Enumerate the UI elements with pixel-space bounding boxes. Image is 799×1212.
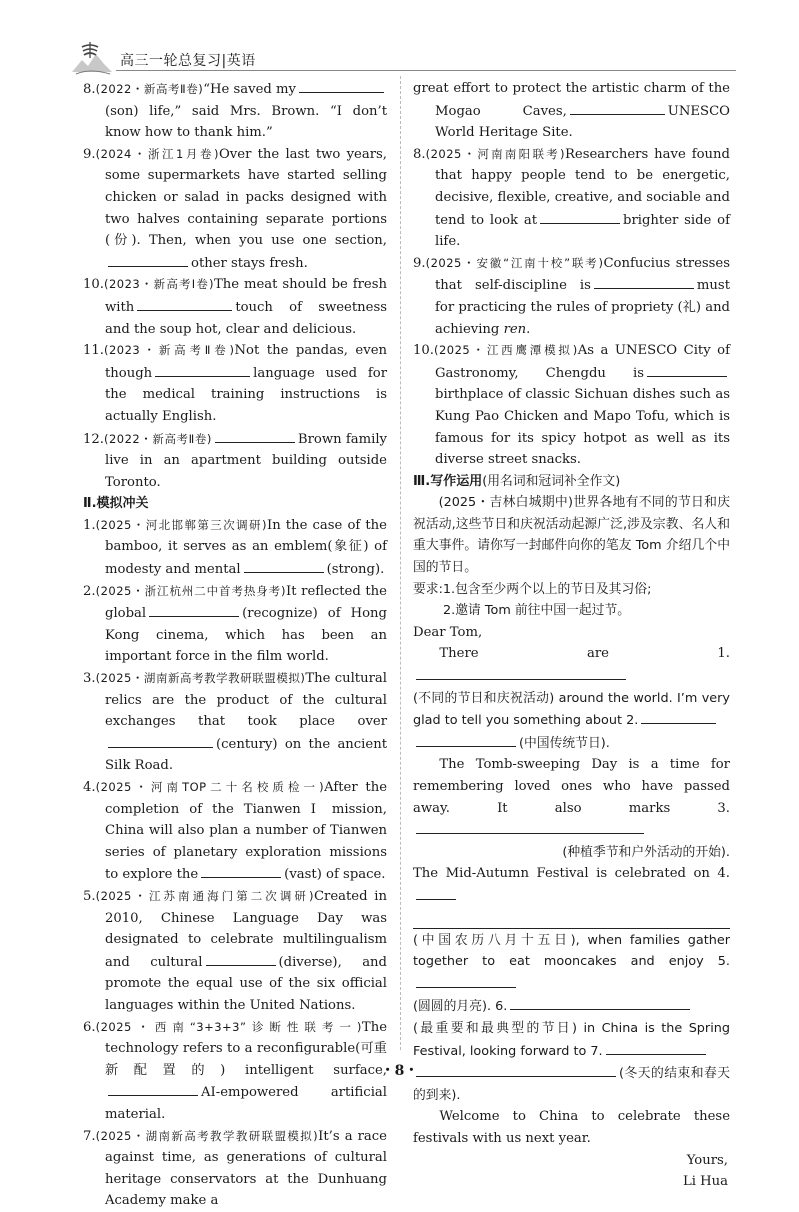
answer-blank[interactable] (570, 100, 665, 115)
column-divider (400, 76, 401, 1050)
mountain-pine-logo (70, 38, 114, 78)
question-item: 4.(2025・河南TOP二十名校质检一)After the completion of the Tianwen Ⅰ mission, China will also plan a number of Tianwen series of planetary exploration missions to explore the (vast) of space. (83, 780, 388, 883)
section-title: Ⅱ.模拟冲关 (83, 496, 149, 512)
header-rule (116, 70, 736, 71)
question-item: 8.(2025・河南南阳联考)Researchers have found that happy people tend to be energetic, decisive, flexible, creative, and sociable and tend to look at brighter side of life. (413, 146, 730, 250)
answer-blank[interactable] (108, 252, 188, 267)
letter-paragraph: There are 1. (413, 643, 730, 687)
answer-blank[interactable] (206, 951, 276, 966)
header-title: 高三一轮总复习|英语 (120, 53, 256, 69)
question-item: 11.(2023・新高考Ⅱ卷)Not the pandas, even though language used for the medical training instructions is actually English. (83, 343, 387, 424)
answer-blank[interactable] (606, 1040, 706, 1055)
page-header (70, 44, 730, 72)
answer-blank[interactable] (416, 973, 516, 988)
answer-blank[interactable] (594, 274, 694, 289)
answer-blank[interactable] (108, 733, 213, 748)
answer-blank[interactable] (416, 819, 644, 834)
left-column (83, 78, 387, 1212)
answer-blank[interactable] (244, 558, 324, 573)
question-item: 12.(2022・新高考Ⅱ卷) Brown family live in an apartment building outside Toronto. (83, 428, 387, 494)
letter-paragraph: The Mid-Autumn Festival is celebrated on 4. (413, 863, 730, 907)
answer-blank[interactable] (201, 863, 281, 878)
answer-blank[interactable] (108, 1081, 198, 1096)
requirement-1: 要求:1.包含至少两个以上的节日及其习俗; (413, 581, 652, 597)
letter-paragraph: (中国农历八月十五日), when families gather together to eat mooncakes and enjoy 5. (413, 930, 730, 996)
question-item: 8.(2022・新高考Ⅱ卷)“He saved my(son) life,” said Mrs. Brown. “I don’t know how to thank him.” (83, 78, 387, 144)
answer-blank[interactable] (137, 296, 232, 311)
letter-paragraph: (最重要和最典型的节日) in China is the Spring Festival, looking forward to 7. (413, 1020, 730, 1059)
requirement-2: 2.邀请 Tom 前往中国一起过节。 (443, 603, 631, 619)
question-item: 9.(2025・安徽“江南十校”联考)Confucius stresses that self-discipline is must for practicing the rules of propriety (礼) and achieving ren. (413, 255, 730, 337)
question-item: 2.(2025・浙江杭州二中首考热身考)It reflected the global (recognize) of Hong Kong cinema, which has been an important force in the film world. (83, 583, 387, 665)
letter-signature: Li Hua (682, 1174, 728, 1190)
answer-blank[interactable] (540, 209, 620, 224)
question-item: 9.(2024・浙江1月卷)Over the last two years, some supermarkets have started selling chicken or salad in packs designed with two halves containing separate portions (份). Then, when you use one section,other stays fresh. (83, 146, 387, 271)
letter-paragraph: (种植季节和户外活动的开始). (562, 844, 730, 860)
letter-closing: Welcome to China to celebrate these festivals with us next year. (413, 1109, 730, 1146)
letter-paragraph: (不同的节日和庆祝活动) around the world. I’m very glad to tell you something about 2. (413, 690, 730, 729)
answer-blank[interactable] (416, 885, 456, 900)
letter-signoff: Yours, (686, 1152, 728, 1168)
answer-blank[interactable] (299, 78, 384, 93)
letter-greeting: Dear Tom, (413, 624, 483, 640)
question-item: 5.(2025・江苏南通海门第二次调研)Created in 2010, Chinese Language Day was designated to celebrate multilingualism and cultural (diverse), and promote the equal use of the six official languages within the United Nations. (83, 888, 387, 1013)
answer-blank[interactable] (416, 732, 516, 747)
letter-paragraph: (圆圆的月亮). 6. (413, 995, 730, 1018)
answer-blank[interactable] (413, 908, 730, 929)
letter-paragraph: (中国传统节日). (413, 732, 730, 755)
page-number: ・8・ (380, 1063, 419, 1079)
question-item-continued: great effort to protect the artistic charm of the Mogao Caves, UNESCO World Heritage Site. (413, 81, 730, 141)
question-item: 6.(2025・西南“3+3+3”诊断性联考一)The technology refers to a reconfigurable(可重新配置的) intelligent surface,AI-empowered artificial material. (83, 1019, 387, 1122)
answer-blank[interactable] (416, 665, 626, 680)
question-item: 1.(2025・河北邯郸第三次调研)In the case of the bamboo, it serves as an emblem(象征) of modesty and mental (strong). (83, 517, 387, 578)
question-item: 3.(2025・湖南新高考教学教研联盟模拟)The cultural relics are the product of the cultural exchanges that took place over(century) on the ancient Silk Road. (83, 671, 387, 774)
letter-paragraph: (冬天的结束和春天的到来). (413, 1062, 730, 1106)
right-column (413, 78, 730, 1193)
answer-blank[interactable] (149, 602, 239, 617)
answer-blank[interactable] (641, 709, 716, 724)
question-item: 10.(2025・江西鹰潭模拟)As a UNESCO City of Gastronomy, Chengdu isbirthplace of classic Sichuan dishes such as Kung Pao Chicken and Mapo Tofu, which is famous for its spicy hotpot as well as its diverse street snacks. (413, 343, 730, 468)
answer-blank[interactable] (215, 428, 295, 443)
writing-prompt: (2025・吉林白城期中)世界各地有不同的节日和庆祝活动,这些节日和庆祝活动起源广泛,涉及宗教、名人和重大事件。请你写一封邮件向你的笔友 Tom 介绍几个中国的节日。 (413, 495, 730, 576)
section-heading: Ⅲ.写作运用(用名词和冠词补全作文) (413, 473, 621, 489)
answer-blank[interactable] (510, 995, 690, 1010)
answer-blank[interactable] (647, 362, 727, 377)
letter-paragraph: The Tomb-sweeping Day is a time for remembering loved ones who have passed away. It also marks 3. (413, 754, 730, 841)
answer-blank[interactable] (155, 362, 250, 377)
question-item: 10.(2023・新高考Ⅰ卷)The meat should be fresh with touch of sweetness and the soup hot, clear and delicious. (83, 277, 387, 337)
question-item: 7.(2025・湖南新高考教学教研联盟模拟)It’s a race against time, as generations of cultural heritage conservators at the Dunhuang Academy make a (83, 1128, 387, 1209)
